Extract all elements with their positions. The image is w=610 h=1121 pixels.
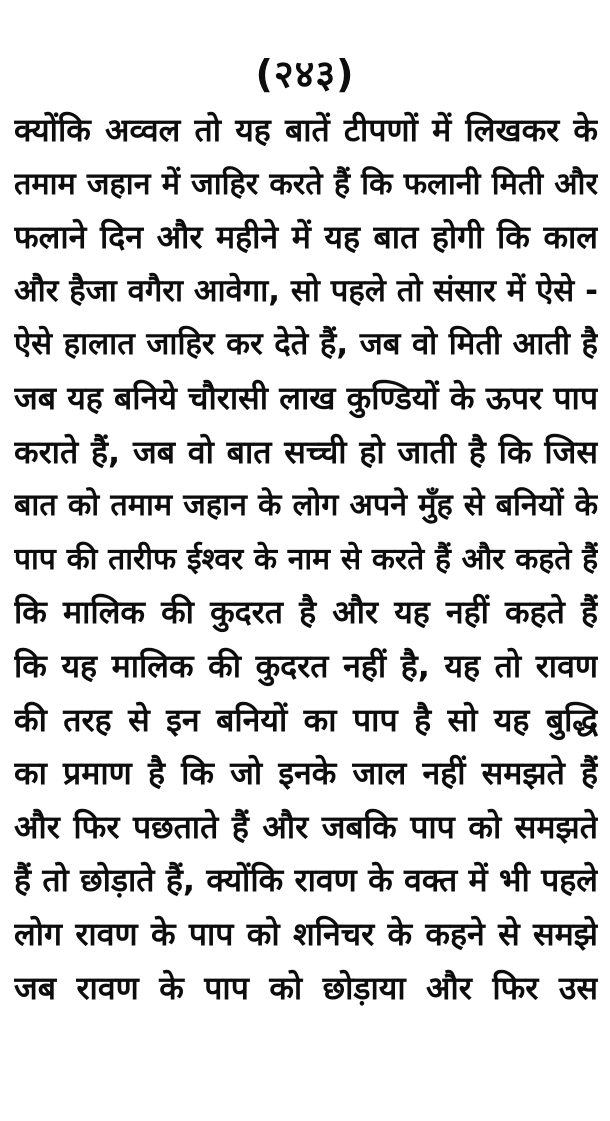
text-line: तमाम जहान में जाहिर करते हैं कि फलानी मिती और (14, 166, 598, 202)
text-line: फलाने दिन और महीने में यह बात होगी कि काल (14, 218, 598, 257)
text-line: और हैजा वगैरा आवेगा, सो पहले तो संसार में ऐसे - (14, 272, 598, 309)
text-line: पाप की तारीफ ईश्वर के नाम से करते हैं और कहते हैं (14, 541, 598, 577)
body-text (14, 104, 598, 1015)
text-line: जब यह बनिये चौरासी लाख कुण्डियों के ऊपर पाप (14, 378, 598, 417)
text-line: कि मालिक की कुदरत है और यह नहीं कहते हैं (14, 593, 598, 632)
text-line: कराते हैं, जब वो बात सच्ची हो जाती है कि जिस (14, 432, 598, 471)
text-line: बात को तमाम जहान के लोग अपने मुँह से बनियों के (14, 488, 598, 524)
text-line: जब रावण के पाप को छोड़ाया और फिर उस (14, 968, 598, 1007)
text-line: कि यह मालिक की कुदरत नहीं है, यह तो रावण (14, 646, 598, 685)
text-line: क्योंकि अव्वल तो यह बातें टीपणों में लिखकर के (14, 111, 598, 149)
text-line: ऐसे हालात जाहिर कर देते हैं, जब वो मिती आती है (14, 326, 598, 363)
text-line: लोग रावण के पाप को शनिचर के कहने से समझे (14, 914, 598, 953)
text-line: का प्रमाण है कि जो इनके जाल नहीं समझते हैं (14, 754, 598, 793)
text-line: की तरह से इन बनियों का पाप है सो यह बुद्धि (14, 700, 598, 739)
text-line: और फिर पछताते हैं और जबकि पाप को समझते (14, 807, 598, 846)
page-number: (२४३) (255, 52, 355, 96)
text-line: हैं तो छोड़ाते हैं, क्योंकि रावण के वक्त में भी पहले (14, 861, 598, 900)
